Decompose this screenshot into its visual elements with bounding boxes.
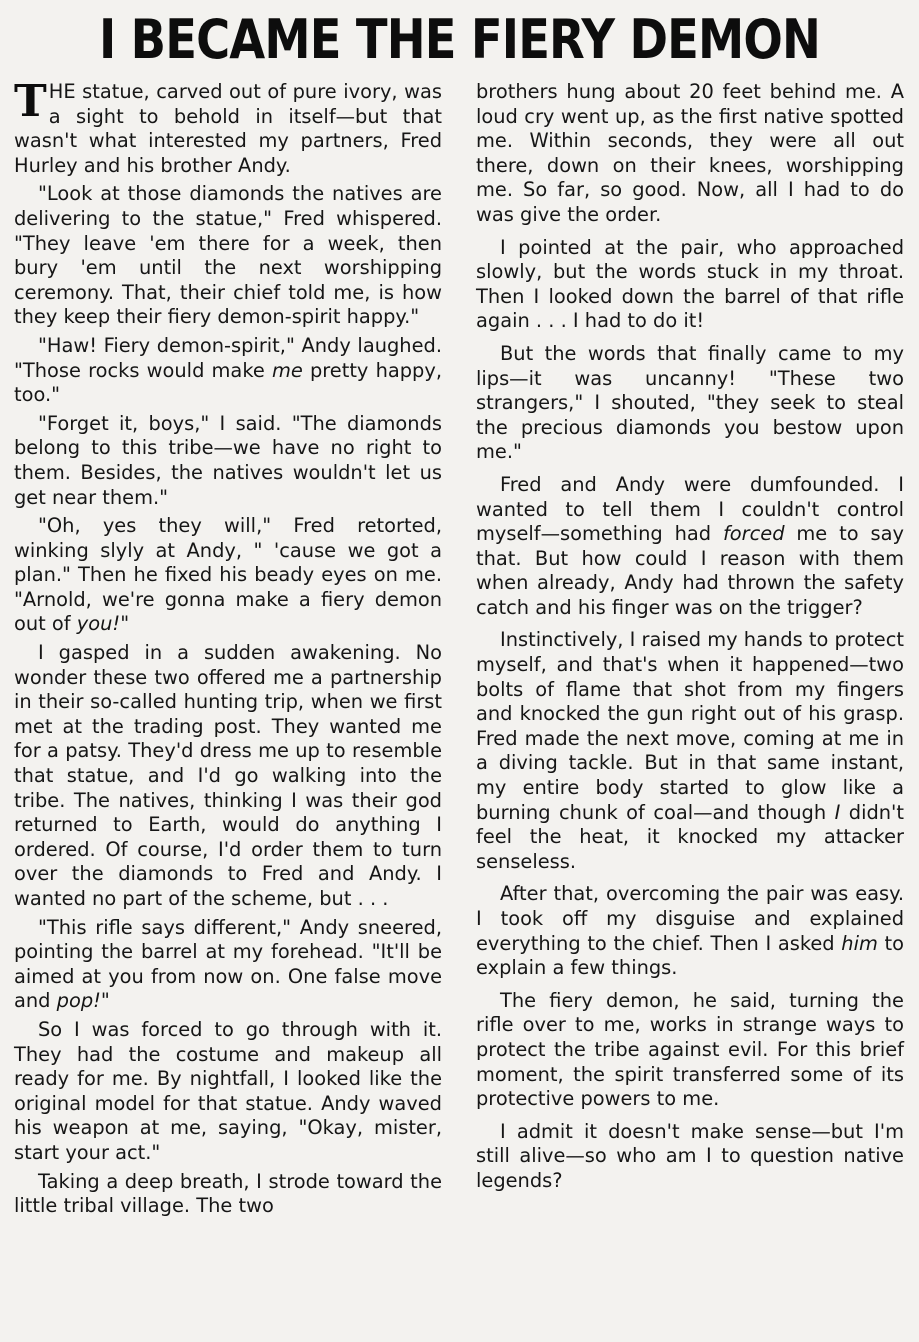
paragraph — [14, 916, 442, 1014]
paragraph: I pointed at the pair, who approached slowly, but the words stuck in my throat. Then I looked down the barrel of that rifle again . . . I had to do it! — [476, 235, 904, 333]
paragraph: So I was forced to go through with it. They had the costume and makeup all ready for me. By nightfall, I looked like the original model for that statue. Andy waved his weapon at me, saying, "Okay, mister, start your act." — [14, 1017, 442, 1164]
paragraph: But the words that finally came to my lips—it was uncanny! "These two strangers," I shouted, "they seek to steal the precious diamonds you bestow upon me." — [476, 341, 904, 464]
paragraph-text: "This rifle says different," Andy sneered, pointing the barrel at my forehead. "It'll be aimed at you from now on. One false move and — [14, 915, 442, 1013]
paragraph-text: After that, overcoming the pair was easy. I took off my disguise and explained everything to the chief. Then I asked — [476, 882, 904, 955]
paragraph: The fiery demon, he said, turning the rifle over to me, works in strange ways to protect the tribe against evil. For this brief moment, the spirit transferred some of its protective powers to me. — [476, 988, 904, 1111]
paragraph-text: HE statue, carved out of pure ivory, was a sight to behold in itself—but that wasn't what interested my partners, Fred Hurley and his brother Andy. — [14, 80, 442, 177]
story-title: I BECAME THE FIERY DEMON — [98, 8, 821, 71]
paragraph-text: " — [100, 989, 110, 1013]
paragraph-text: pretty happy, too." — [14, 358, 442, 407]
paragraph — [476, 473, 904, 621]
emphasis-text: you! — [76, 612, 121, 636]
paragraph-text: Instinctively, I raised my hands to protect myself, and that's when it happened—two bolts of flame that shot from my fingers and knocked the gun right out of his grasp. Fred made the next move, coming at me in a diving tackle. But in that same instant, my entire body started to glow like a burning chunk of coal—and though — [476, 628, 904, 824]
paragraph-text: me to say that. But how could I reason with them when already, Andy had thrown the safety catch and his finger was on the trigger? — [476, 522, 904, 619]
paragraph-text: "Haw! Fiery demon-spirit," Andy laughed. "Those rocks would make — [14, 333, 442, 382]
emphasis-text: him — [841, 931, 878, 955]
text-column-right — [476, 80, 904, 1202]
paragraph: I gasped in a sudden awakening. No wonder these two offered me a partnership in their so-called hunting trip, when we first met at the trading post. They wanted me for a patsy. They'd dress me up to resemble that statue, and I'd go walking into the tribe. The natives, thinking I was their god returned to Earth, would do anything I ordered. Of course, I'd order them to turn over the diamonds to Fred and Andy. I wanted no part of the scheme, but . . . — [14, 641, 442, 910]
paragraph — [14, 334, 442, 408]
text-column-left — [14, 76, 442, 1223]
paragraph-text: " — [120, 612, 130, 636]
paragraph: brothers hung about 20 feet behind me. A loud cry went up, as the first native spotted me. Within seconds, they were all out there, down on their knees, worshipping me. So far, so good. Now, all I had to do was give the order. — [476, 80, 904, 226]
paragraph — [476, 628, 904, 874]
paragraph-text: didn't feel the heat, it knocked my attacker senseless. — [476, 800, 904, 873]
paragraph: "Forget it, boys," I said. "The diamonds belong to this tribe—we have no right to them. Besides, the natives wouldn't let us get near them." — [14, 411, 442, 509]
drop-cap: T — [14, 76, 47, 127]
paragraph: Taking a deep breath, I strode toward the little tribal village. The two — [14, 1169, 442, 1218]
paragraph — [14, 76, 442, 178]
paragraph: "Look at those diamonds the natives are delivering to the statue," Fred whispered. "They leave 'em there for a week, then bury 'em until the next worshipping ceremony. That, their chief told me, is how they keep their fiery demon-spirit happy." — [14, 182, 442, 329]
paragraph — [14, 514, 442, 637]
paragraph-text: to explain a few things. — [476, 931, 904, 980]
emphasis-text: forced — [722, 522, 785, 546]
paragraph-text: "Oh, yes they will," Fred retorted, winking slyly at Andy, " 'cause we got a plan." Then he fixed his beady eyes on me. "Arnold, we're gonna make a fiery demon out of — [14, 514, 442, 636]
paragraph-text: Fred and Andy were dumfounded. I wanted to tell them I couldn't control myself—something had — [476, 472, 904, 546]
paragraph — [476, 882, 904, 980]
emphasis-text: me — [271, 358, 303, 382]
emphasis-text: pop! — [56, 989, 101, 1013]
emphasis-text: I — [834, 800, 841, 824]
paragraph: I admit it doesn't make sense—but I'm still alive—so who am I to question native legends? — [476, 1119, 904, 1192]
